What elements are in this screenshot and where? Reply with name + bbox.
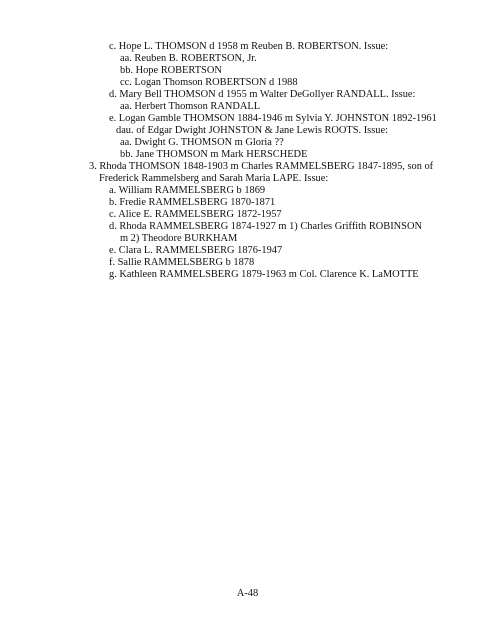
text-line: e. Clara L. RAMMELSBERG 1876-1947 bbox=[109, 245, 283, 256]
text-line: f. Sallie RAMMELSBERG b 1878 bbox=[109, 257, 255, 268]
text-line: cc. Logan Thomson ROBERTSON d 1988 bbox=[120, 77, 298, 88]
text-line: c. Alice E. RAMMELSBERG 1872-1957 bbox=[109, 209, 282, 220]
text-line: bb. Hope ROBERTSON bbox=[120, 65, 222, 76]
text-line: dau. of Edgar Dwight JOHNSTON & Jane Lewis ROOTS. Issue: bbox=[116, 125, 388, 136]
text-line: bb. Jane THOMSON m Mark HERSCHEDE bbox=[120, 149, 308, 160]
text-line: aa. Reuben B. ROBERTSON, Jr. bbox=[120, 53, 257, 64]
page-number: A-48 bbox=[236, 588, 259, 599]
text-line: Frederick Rammelsberg and Sarah Maria LAPE. Issue: bbox=[99, 173, 329, 184]
text-line: m 2) Theodore BURKHAM bbox=[120, 233, 238, 244]
text-line: c. Hope L. THOMSON d 1958 m Reuben B. ROBERTSON. Issue: bbox=[109, 41, 389, 52]
text-line: e. Logan Gamble THOMSON 1884-1946 m Sylvia Y. JOHNSTON 1892-1961 bbox=[109, 113, 437, 124]
text-line: a. William RAMMELSBERG b 1869 bbox=[109, 185, 266, 196]
text-line: d. Mary Bell THOMSON d 1955 m Walter DeGollyer RANDALL. Issue: bbox=[109, 89, 416, 100]
text-line: d. Rhoda RAMMELSBERG 1874-1927 m 1) Charles Griffith ROBINSON bbox=[109, 221, 422, 232]
text-line: g. Kathleen RAMMELSBERG 1879-1963 m Col. Clarence K. LaMOTTE bbox=[109, 269, 419, 280]
text-line: aa. Dwight G. THOMSON m Gloria ?? bbox=[120, 137, 284, 148]
text-line: 3. Rhoda THOMSON 1848-1903 m Charles RAMMELSBERG 1847-1895, son of bbox=[89, 161, 434, 172]
text-line: b. Fredie RAMMELSBERG 1870-1871 bbox=[109, 197, 276, 208]
text-line: aa. Herbert Thomson RANDALL bbox=[120, 101, 261, 112]
